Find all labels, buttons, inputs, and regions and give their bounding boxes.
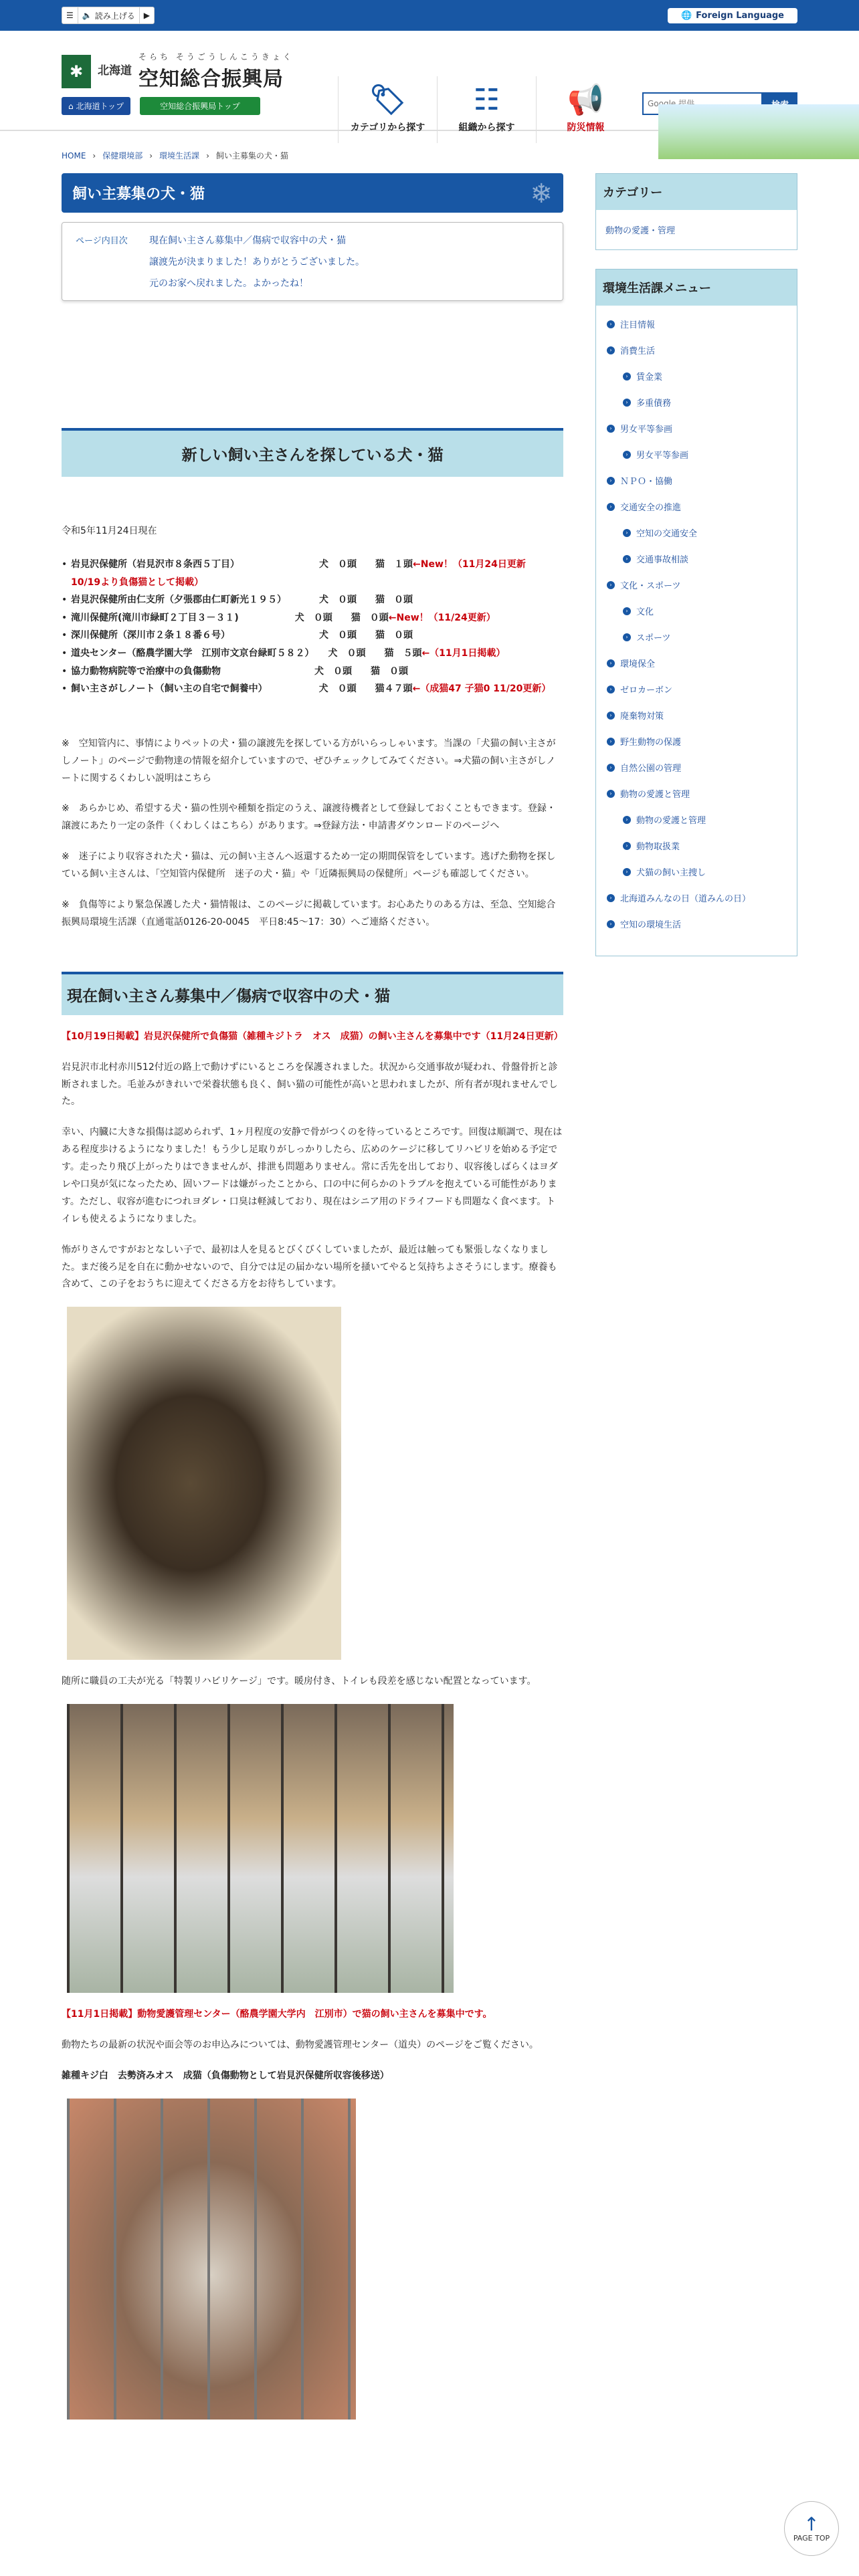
site-logo[interactable]	[62, 51, 339, 115]
page-toc	[62, 222, 563, 301]
paragraph: 動物たちの最新の状況や面会等のお申込みについては、動物愛護管理センター（道央）のページをご覧ください。	[62, 2040, 539, 2051]
menu-box	[595, 269, 797, 956]
chevron-right-icon: ›	[607, 712, 615, 720]
sidebar-menu-item[interactable]	[607, 500, 786, 513]
photo-caption: 随所に職員の工夫が光る「特製リハビリケージ」です。暖房付き、トイレも段差を感じない配置となっています。	[62, 1676, 537, 1687]
sidebar-menu-link[interactable]: 交通安全の推進	[620, 503, 682, 513]
note: ※ あらかじめ、希望する犬・猫の性別や種類を指定のうえ、譲渡待機者として登録しておくこともできます。登録・譲渡にあたり一定の条件（くわしくはこちら）があります。⇒登録方法・申請書ダウンロードのページへ	[62, 803, 556, 832]
sidebar-menu-item[interactable]	[607, 578, 786, 591]
list-item: • 深川保健所（深川市２条１８番６号） 犬 ０頭 猫 ０頭	[62, 627, 563, 645]
sidebar-menu-item[interactable]	[607, 813, 786, 826]
speaker-icon: 🔈	[82, 11, 92, 20]
tag-icon: 🏷	[369, 83, 407, 117]
sidebar-menu-item[interactable]	[607, 370, 786, 383]
chevron-right-icon: ›	[623, 399, 631, 407]
chevron-right-icon: ›	[607, 790, 615, 798]
shelter-list	[62, 556, 563, 698]
sidebar-menu-item[interactable]	[607, 683, 786, 695]
paragraph: 岩見沢市北村赤川512付近の路上で動けずにいるところを保護されました。状況から交通事故が疑われ、骨盤骨折と診断されました。毛並みがきれいで栄養状態も良く、飼い猫の可能性が高いと思われましたが、所有者が現れませんでした。	[62, 1061, 558, 1107]
list-item: • 協力動物病院等で治療中の負傷動物 犬 ０頭 猫 ０頭	[62, 663, 563, 681]
megaphone-icon: 📢	[567, 83, 604, 117]
sidebar-menu-link[interactable]: 文化・スポーツ	[620, 581, 681, 591]
nav-disaster[interactable]: 📢 防災情報	[536, 76, 635, 143]
sidebar-menu-item[interactable]	[607, 657, 786, 669]
logo-ruby: そらち そうごうしんこうきょく	[138, 52, 294, 62]
sidebar-menu-link[interactable]: 文化	[636, 607, 654, 617]
chevron-right-icon: ›	[607, 894, 615, 902]
nav-category[interactable]: 🏷 カテゴリから探す	[338, 76, 437, 143]
sidebar-menu-link[interactable]: 注目情報	[620, 320, 656, 330]
sidebar	[595, 173, 797, 2433]
logo-pref: 北海道	[98, 64, 132, 78]
hokkaido-top-link[interactable]: ⌂ 北海道トップ	[62, 97, 130, 115]
sidebar-menu-link[interactable]: 男女平等参画	[620, 425, 673, 435]
sidebar-menu-link[interactable]: 空知の環境生活	[620, 920, 682, 930]
sidebar-menu-link[interactable]: 空知の交通安全	[636, 529, 698, 539]
menu-icon[interactable]: ☰	[62, 7, 78, 23]
sidebar-menu-item[interactable]	[607, 474, 786, 487]
chevron-right-icon: ›	[623, 451, 631, 459]
hokkaido-seal-icon: ✱	[62, 55, 91, 88]
chevron-right-icon: ›	[607, 503, 615, 511]
note: ※ 空知管内に、事情によりペットの犬・猫の譲渡先を探している方がいらっしゃいます。当課の「犬猫の飼い主さがしノート」のページで動物達の情報を紹介していますので、ぜひチェックしてみてください。⇒犬猫の飼い主さがしノートに関するくわしい説明はこちら	[62, 738, 556, 784]
sidebar-menu-item[interactable]	[607, 918, 786, 930]
sidebar-menu-item[interactable]	[607, 448, 786, 461]
sidebar-menu-link[interactable]: 男女平等参画	[636, 451, 689, 461]
sidebar-menu-link[interactable]: 動物の愛護と管理	[636, 816, 706, 826]
sidebar-menu-link[interactable]: 動物取扱業	[636, 842, 680, 852]
section-body	[62, 1029, 563, 2420]
sidebar-menu-link[interactable]: ＮＰＯ・協働	[620, 477, 673, 487]
sidebar-menu-link[interactable]: 野生動物の保護	[620, 738, 682, 748]
cat-label: 雑種キジ白 去勢済みオス 成猫（負傷動物として岩見沢保健所収容後移送）	[62, 2070, 389, 2082]
nav-organization[interactable]: ☷ 組織から探す	[437, 76, 536, 143]
global-nav	[338, 76, 635, 143]
list-item: • 岩見沢保健所（岩見沢市８条西５丁目） 犬 ０頭 猫 １頭←New！（11月24日更新 10/19より負傷猫として掲載）	[62, 556, 563, 591]
logo-title: 空知総合振興局	[138, 68, 284, 91]
chevron-right-icon: ›	[607, 764, 615, 772]
toc-item[interactable]: 現在飼い主さん募集中／傷病で収容中の犬・猫	[149, 235, 346, 246]
chevron-right-icon: ›	[623, 607, 631, 615]
update-date: 令和5年11月24日現在	[62, 526, 157, 536]
sidebar-menu-item[interactable]	[607, 344, 786, 356]
chevron-right-icon: ›	[607, 477, 615, 485]
notes	[62, 736, 563, 932]
sorachi-top-link[interactable]: 空知総合振興局トップ	[140, 97, 260, 115]
site-header	[0, 31, 859, 131]
cat-photo	[67, 1307, 341, 1660]
paragraph: 幸い、内臓に大きな損傷は認められず、1ヶ月程度の安静で骨がつくのを待っているところです。回復は順調で、現在はある程度歩けるようになりました！もう少し足取りがしっかりしたら、広めのケージに移してリハビリを始める予定です。走ったり飛び上がったりはできませんが、排泄も問題ありません。常に舌先を出しており、収容後しばらくはヨダレや口臭が気になったため、固いフードは嫌がったことから、口の中に何らかのトラブルを抱えている可能性があります。ただし、収容が進むにつれヨダレ・口臭は軽減しており、現在はシニア用のドライフードも問題なく食べます。トイレも使えるようになりました。	[62, 1127, 563, 1224]
sidebar-menu-link[interactable]: スポーツ	[636, 633, 671, 643]
sidebar-menu-link[interactable]: 廃棄物対策	[620, 712, 664, 722]
list-item: • 道央センター（酪農学園大学 江別市文京台緑町５８２） 犬 ０頭 猫 ５頭←（11月1日掲載）	[62, 645, 563, 663]
chevron-right-icon: ›	[607, 920, 615, 928]
note: ※ 負傷等により緊急保護した犬・猫情報は、このページに掲載しています。お心あたりのある方は、至急、空知総合振興局環境生活課（直通電話0126-20-0045 平日8:45～17：30）へご連絡ください。	[62, 899, 556, 928]
page-title: 飼い主募集の犬・猫 ❄	[62, 173, 563, 213]
sidebar-menu-link[interactable]: 北海道みんなの日（道みんの日）	[620, 894, 751, 904]
category-link[interactable]: 動物の愛護・管理	[605, 226, 676, 236]
sidebar-menu-item[interactable]	[607, 891, 786, 904]
chevron-right-icon: ›	[607, 659, 615, 667]
breadcrumb-home[interactable]: HOME	[62, 150, 86, 160]
notice-red: 【11月1日掲載】動物愛護管理センター（酪農学園大学内 江別市）で猫の飼い主さんを募集中です。	[62, 2009, 492, 2020]
sidebar-menu-item[interactable]	[607, 839, 786, 852]
chevron-right-icon: ›	[607, 425, 615, 433]
chevron-right-icon: ›	[607, 320, 615, 328]
rehab-cage-photo	[67, 1704, 454, 1993]
page-top-button[interactable]: ↑ PAGE TOP	[784, 2501, 839, 2556]
category-box	[595, 173, 797, 250]
top-bar	[0, 0, 859, 31]
chevron-right-icon: ›	[623, 842, 631, 850]
sidebar-menu-item[interactable]	[607, 422, 786, 435]
breadcrumb-env[interactable]: 環境生活課	[159, 151, 200, 160]
breadcrumb-current: 飼い主募集の犬・猫	[215, 151, 288, 160]
menu-list	[596, 306, 797, 956]
read-aloud-button[interactable]: 🔈 読み上げる	[78, 7, 140, 23]
chevron-right-icon: ›	[607, 738, 615, 746]
sidebar-menu-item[interactable]	[607, 709, 786, 722]
chevron-right-icon: ›	[607, 581, 615, 589]
toc-label: ページ内目次	[76, 236, 128, 246]
sidebar-menu-link[interactable]: 賃金業	[636, 372, 663, 383]
menu-heading: 環境生活課メニュー	[596, 270, 797, 306]
sidebar-menu-link[interactable]: 消費生活	[620, 346, 656, 356]
sidebar-menu-item[interactable]	[607, 865, 786, 878]
chevron-right-icon: ›	[623, 555, 631, 563]
header-scenery-image	[658, 104, 859, 159]
snowflake-icon: ❄	[530, 179, 553, 209]
read-aloud-widget	[62, 7, 155, 24]
toc-item[interactable]: 元のお家へ戻れました。よかったね！	[149, 278, 308, 289]
paragraph: 怖がりさんですがおとなしい子で、最初は人を見るとびくびくしていましたが、最近は触っても緊張しなくなりました。まだ後ろ足を自在に動かせないので、自分では足の届かない場所を掻いてやると気持ちよさそうにします。療養も含めて、この子をおうちに迎えてくださる方をお待ちしています。	[62, 1244, 557, 1290]
sidebar-menu-item[interactable]	[607, 318, 786, 330]
sidebar-menu-item[interactable]	[607, 735, 786, 748]
sidebar-menu-item[interactable]	[607, 605, 786, 617]
sidebar-menu-item[interactable]	[607, 787, 786, 800]
main-content	[62, 173, 563, 2433]
sidebar-menu-item[interactable]	[607, 552, 786, 565]
chevron-right-icon: ›	[607, 685, 615, 693]
org-chart-icon: ☷	[473, 83, 500, 117]
chevron-right-icon: ›	[607, 346, 615, 354]
chevron-right-icon: ›	[623, 868, 631, 876]
sidebar-menu-item[interactable]	[607, 526, 786, 539]
arrow-up-icon: ↑	[803, 2512, 820, 2535]
section-heading: 現在飼い主さん募集中／傷病で収容中の犬・猫	[62, 972, 563, 1015]
chevron-right-icon: ›	[623, 529, 631, 537]
sidebar-menu-link[interactable]: 動物の愛護と管理	[620, 790, 690, 800]
play-icon[interactable]: ▶	[143, 11, 150, 20]
foreign-language-button[interactable]: 🌐 Foreign Language	[668, 8, 797, 23]
sidebar-menu-link[interactable]: 環境保全	[620, 659, 656, 669]
toc-item[interactable]: 譲渡先が決まりました！ありがとうございました。	[149, 257, 365, 267]
note: ※ 迷子により収容された犬・猫は、元の飼い主さんへ返還するため一定の期間保管をしています。逃げた動物を探している飼い主さんは、「空知管内保健所 迷子の犬・猫」や「近隣振興局の保健所」ページも確認してください。	[62, 851, 556, 880]
category-heading: カテゴリー	[596, 174, 797, 210]
breadcrumb: HOME › 保健環境部 › 環境生活課 › 飼い主募集の犬・猫	[62, 150, 288, 160]
chevron-right-icon: ›	[623, 633, 631, 641]
breadcrumb-health[interactable]: 保健環境部	[102, 151, 143, 160]
sidebar-menu-link[interactable]: ゼロカーボン	[620, 685, 673, 695]
section-heading: 新しい飼い主さんを探している犬・猫	[62, 428, 563, 477]
sidebar-menu-link[interactable]: 交通事故相談	[636, 555, 689, 565]
sidebar-menu-item[interactable]	[607, 631, 786, 643]
cat-photo-2	[67, 2099, 356, 2420]
sidebar-menu-link[interactable]: 多重債務	[636, 399, 672, 409]
globe-icon: 🌐	[680, 10, 692, 21]
sidebar-menu-item[interactable]	[607, 761, 786, 774]
sidebar-menu-link[interactable]: 犬猫の飼い主捜し	[636, 868, 706, 878]
list-item: • 岩見沢保健所由仁支所（夕張郡由仁町新光１９５） 犬 ０頭 猫 ０頭	[62, 591, 563, 609]
list-item: • 滝川保健所(滝川市緑町２丁目３－３１) 犬 ０頭 猫 ０頭←New！（11/24更新）	[62, 609, 563, 627]
notice-red: 【10月19日掲載】岩見沢保健所で負傷猫（雑種キジトラ オス 成猫）の飼い主さんを募集中です（11月24日更新）	[62, 1031, 563, 1042]
chevron-right-icon: ›	[623, 372, 631, 381]
list-item: • 飼い主さがしノート（飼い主の自宅で飼養中） 犬 ０頭 猫４７頭←（成猫47 子猫0 11/20更新）	[62, 680, 563, 698]
chevron-right-icon: ›	[623, 816, 631, 824]
sidebar-menu-item[interactable]	[607, 396, 786, 409]
sidebar-menu-link[interactable]: 自然公園の管理	[620, 764, 682, 774]
